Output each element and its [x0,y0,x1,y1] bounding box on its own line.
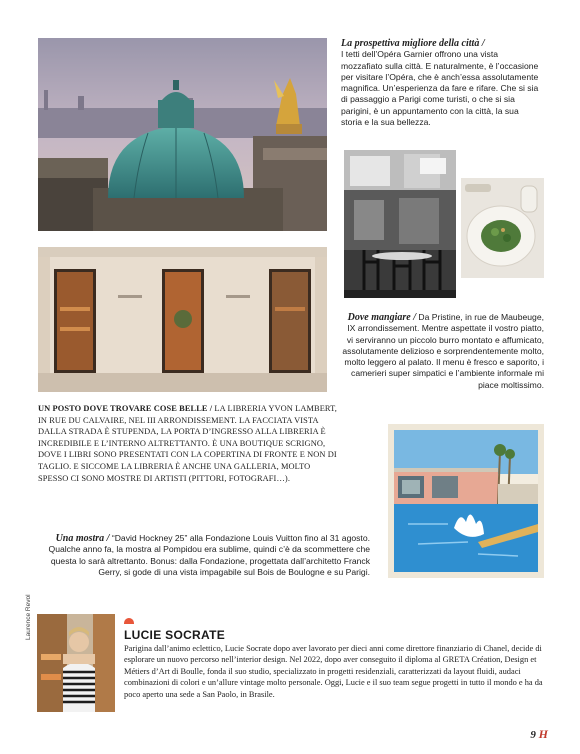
bookshop-facade-photo [38,247,327,392]
opera-caption-title: La prospettiva migliore della città / [341,38,485,49]
bookshop-caption-title: UN POSTO DOVE TROVARE COSE BELLE / [38,404,213,413]
bio-name: LUCIE SOCRATE [124,628,226,642]
hockney-painting [388,424,544,578]
opera-garnier-photo [38,38,327,231]
restaurant-caption [340,312,544,391]
bookshop-caption [38,403,338,484]
restaurant-exterior-photo [344,150,456,298]
lucie-socrate-portrait [37,614,115,712]
bio-text: Parigina dall’animo eclettico, Lucie Socrate dopo aver lavorato per dieci anni come direttore finanziario di Chanel, decide di esplorare un nuovo percorso nell’interior design. Nel 2022, dopo aver conseguito il diploma al GRETA Création, Design et Métiers d’Art di Boulle, fonda il suo studio, specializzato in progetti residenziali, caratterizzati da layout fluidi, audaci combinazioni di colori e un’allure vintage molto personale. Oggi, Lucie e il suo team segue progetti in tutto il mondo e ha da poco aperto una sede a San Paolo, in Brasile. [124,644,543,699]
exhibition-caption-title: Una mostra / [55,533,110,544]
opera-caption [341,38,541,128]
exhibition-caption-body: “David Hockney 25” alla Fondazione Louis Vuitton fino al 31 agosto. Qualche anno fa, la mostra al Pompidou era sublime, quindi c’è da scommettere che questa lo sarà altrettanto. Bonus: dalla Fondazione, progettata dall’architetto Franck Gerry, si gode di una vista impagabile sul Bois de Boulogne e su Parigi. [48,533,370,577]
restaurant-caption-body: Da Pristine, in rue de Maubeuge, IX arrondissement. Mentre aspettate il vostro piatto, vi serviranno un piccolo burro montato e affumicato, assolutamente delizioso e sorprendentemente molto, molto leggero al palato. Il menu è fresco e saporito, i camerieri super simpatici e l’ambiente informale mi piace moltissimo. [342,312,544,390]
opera-caption-body: I tetti dell’Opéra Garnier offrono una vista mozzafiato sulla città. E naturalmente, è l’occasione per visitare l’Opéra, che è anch’essa assolutamente magnifica. Un’esperienza da fare e rifare. Che si sia di passaggio a Parigi come turisti, o che si sia parigini, è un appuntamento con la città, la sua storia e la sua bellezza. [341,49,539,128]
photo-credit: Laurence Revol [25,594,32,640]
bio-accent-mark [124,618,134,624]
page-number: 9 [530,729,536,741]
magazine-logo: H [538,727,548,741]
exhibition-caption [40,533,370,578]
food-dish-photo [461,178,544,278]
page-folio [530,727,548,742]
bookshop-caption-body: LA LIBRERIA YVON LAMBERT, IN RUE DU CALVAIRE, NEL III ARRONDISSEMENT. LA FACCIATA VISTA DALLA STRADA È STUPENDA, LA PORTA D’INGRESSO ALLA LIBRERIA È INCREDIBILE E L’INTERNO ALTRETTANTO. È UNA BOUTIQUE SCRIGNO, DOVE I LIBRI SONO PRESENTATI CON LA COPERTINA DI FRONTE E NON DI TAGLIO. E SICCOME LA LIBRERIA È ANCHE UNA GALLERIA, MOLTO SPESSO CI SONO MOSTRE DI ARTISTI (PITTORI, FOTOGRAFI…). [38,404,337,483]
restaurant-caption-title: Dove mangiare / [347,312,416,323]
